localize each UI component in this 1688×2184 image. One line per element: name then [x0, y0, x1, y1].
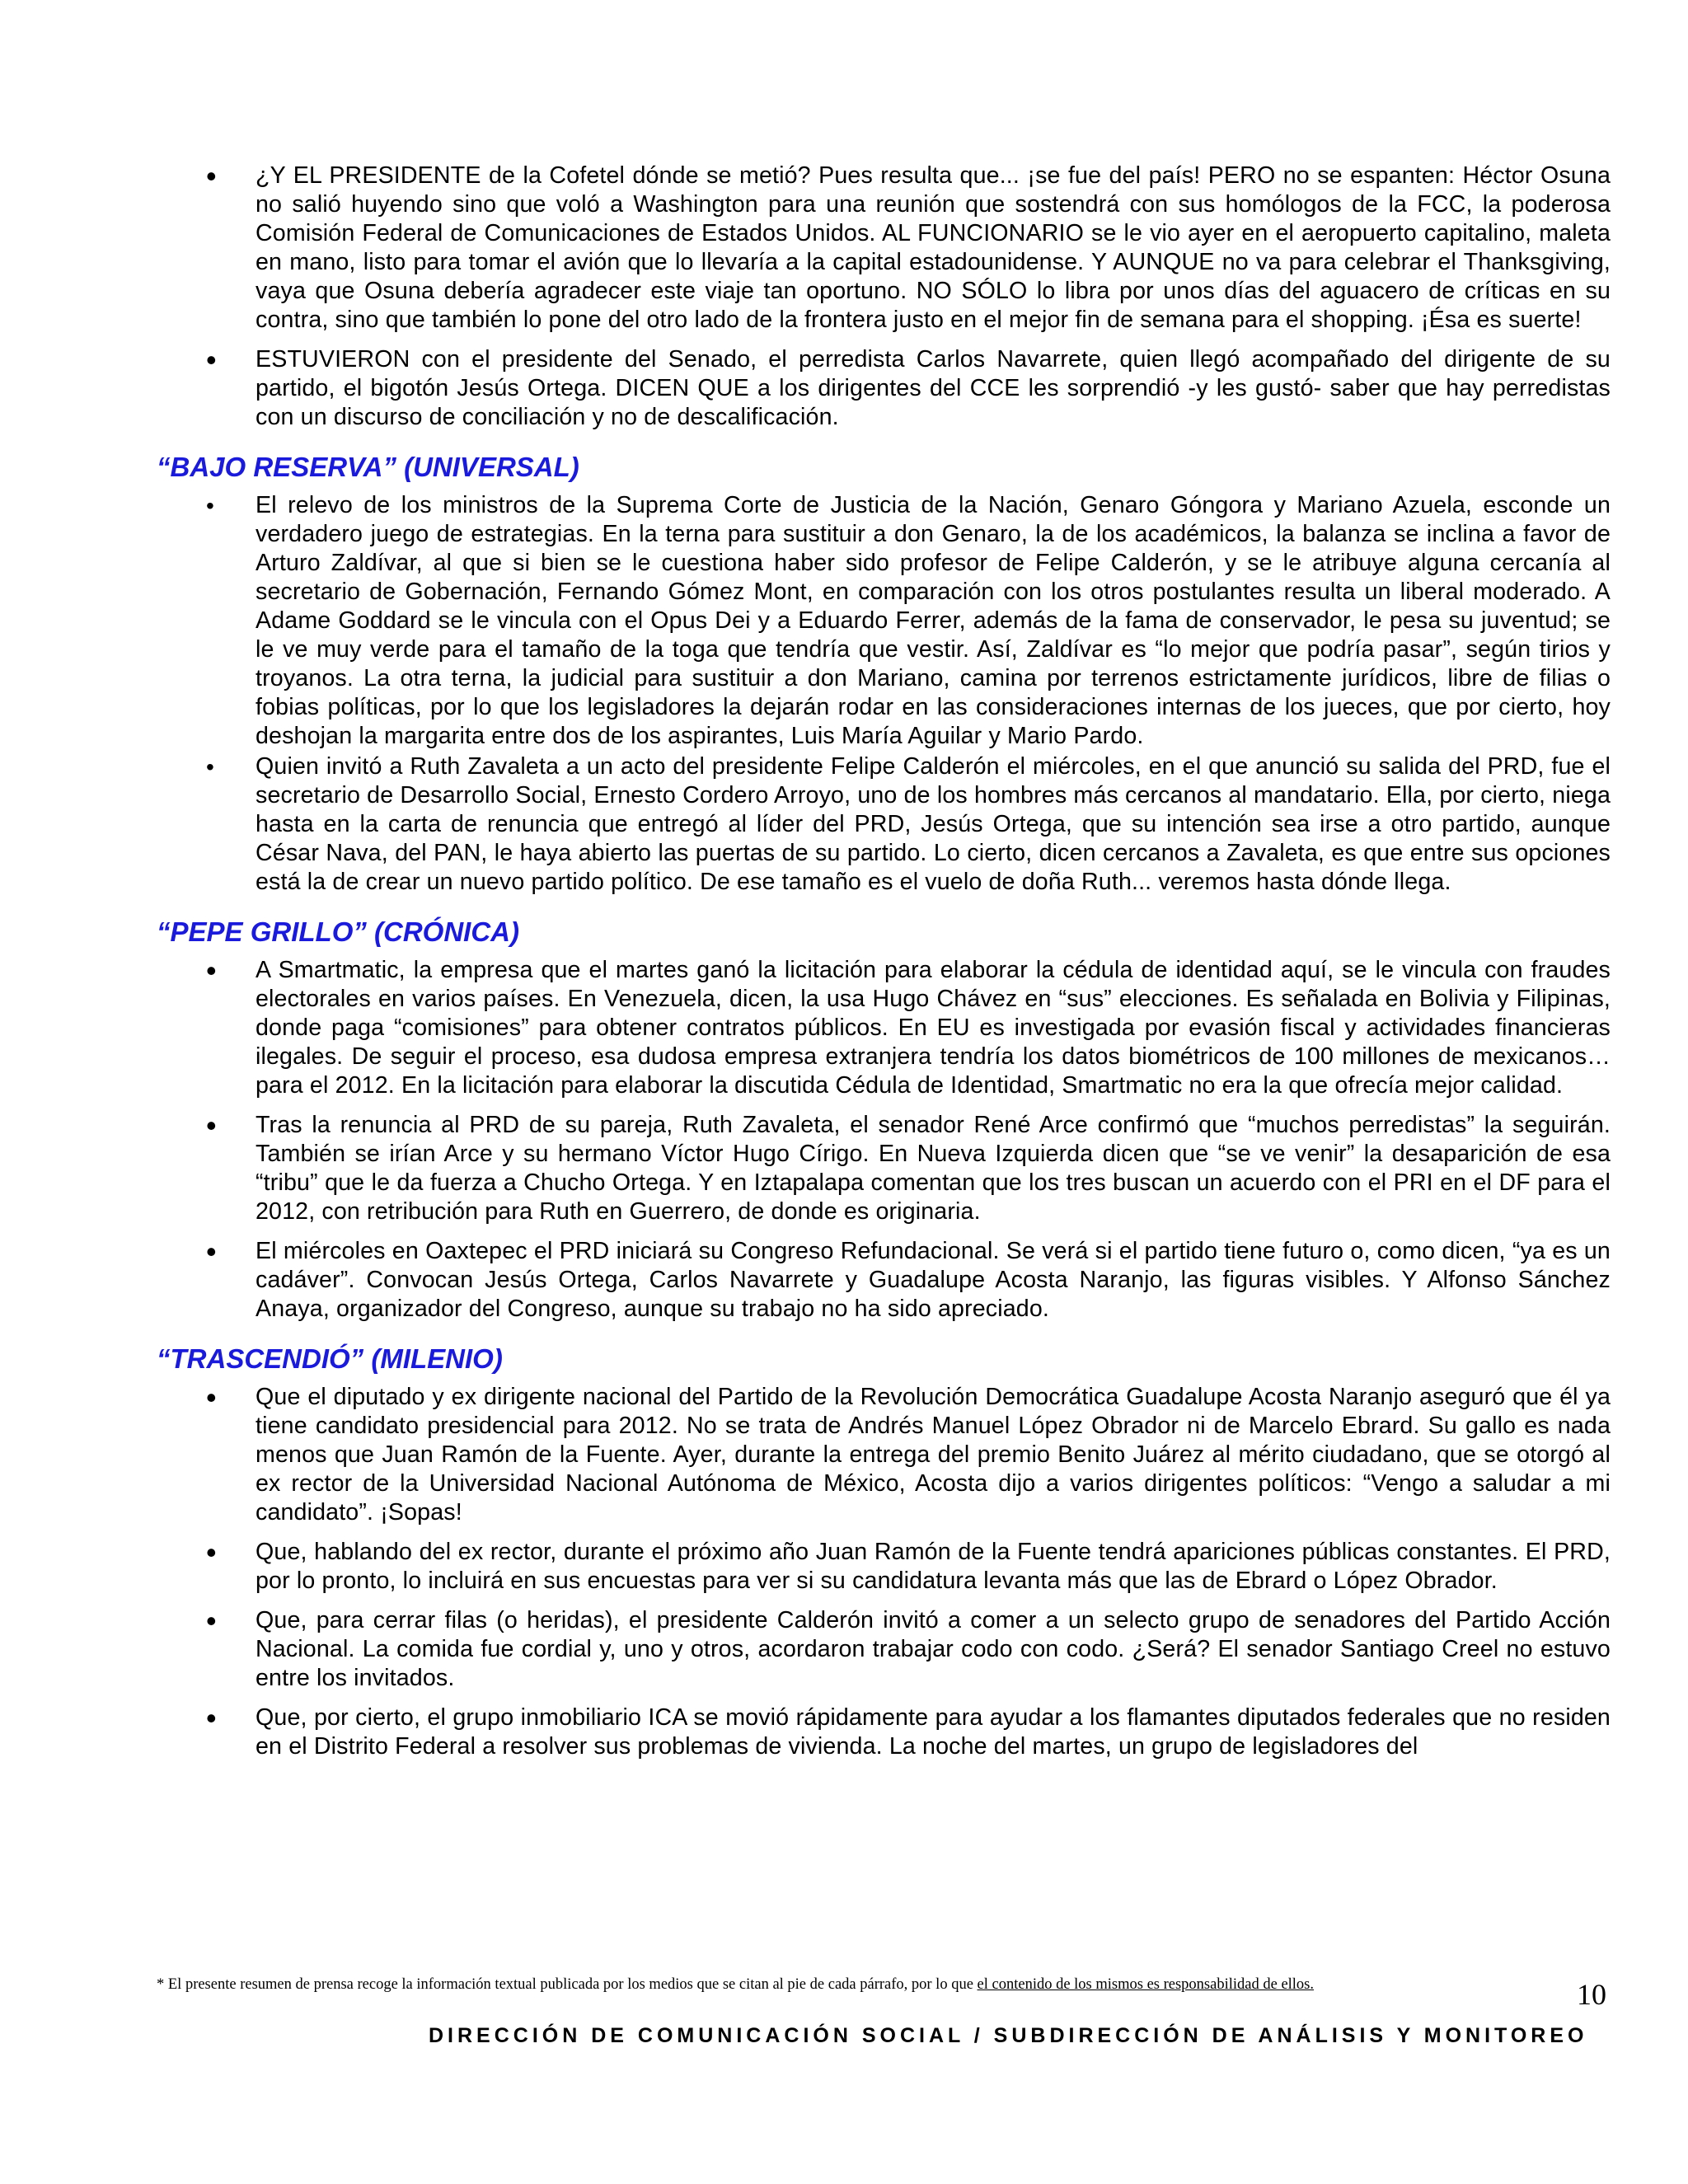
list-item-text: El relevo de los ministros de la Suprema Corte de Justicia de la Nación, Genaro Góngora y Mariano Azuela, esconde un verdadero juego de estrategias. En la terna para sustituir a don Genaro, la de los académicos, la balanza se inclina a favor de Arturo Zaldívar, al que si bien se le cuestiona haber sido profesor de Felipe Calderón, y se le atribuye alguna cercanía al secretario de Gobernación, Fernando Gómez Mont, en comparación con los otros postulantes resulta un liberal moderado. A Adame Goddard se le vincula con el Opus Dei y a Eduardo Ferrer, además de la fama de conservador, le pesa su juventud; se le ve muy verde para el tamaño de la toga que tendría que vestir. Así, Zaldívar es “lo mejor que podría pasar”, según tirios y troyanos. La otra terna, la judicial para sustituir a don Mariano, camina por terrenos estrictamente jurídicos, libre de filias o fobias políticas, por lo que los legisladores la dejarán rodar en las consideraciones internas de los jueces, que por cierto, hoy deshojan la margarita entre dos de los aspirantes, Luis María Aguilar y Mario Pardo. [256, 492, 1611, 749]
footnote [157, 1975, 1558, 1994]
trascendio-bullet-list [157, 1380, 1611, 1761]
intro-bullet-list [157, 159, 1611, 432]
list-item [157, 1606, 1611, 1693]
list-item [157, 1108, 1611, 1226]
list-item-text: A Smartmatic, la empresa que el martes ganó la licitación para elaborar la cédula de identidad aquí, se le vincula con fraudes electorales en varios países. En Venezuela, dicen, la usa Hugo Chávez en “sus” elecciones. Es señalada en Bolivia y Filipinas, donde paga “comisiones” para obtener contratos públicos. En EU es investigada por evasión fiscal y actividades financieras ilegales. De seguir el proceso, esa dudosa empresa extranjera tendría los datos biométricos de 100 millones de mexicanos… para el 2012. En la licitación para elaborar la discutida Cédula de Identidad, Smartmatic no era la que ofrecía mejor calidad. [256, 957, 1611, 1099]
bullet-icon: • [206, 1380, 217, 1414]
list-item [157, 1701, 1611, 1761]
bullet-icon: • [206, 493, 214, 518]
pepe-grillo-bullet-list [157, 956, 1611, 1324]
page-footer: DIRECCIÓN DE COMUNICACIÓN SOCIAL / SUBDIRECCIÓN DE ANÁLISIS Y MONITOREO [429, 2024, 1588, 2047]
bullet-icon: • [206, 159, 217, 193]
list-item [157, 1535, 1611, 1596]
footnote-underlined-text: el contenido de los mismos es responsabilidad de ellos. [977, 1976, 1315, 1993]
bullet-icon: • [206, 754, 214, 780]
list-item-text: Que, hablando del ex rector, durante el próximo año Juan Ramón de la Fuente tendrá apariciones públicas constantes. El PRD, por lo pronto, lo incluirá en sus encuestas para ver si su candidatura levanta más que las de Ebrard o López Obrador. [256, 1539, 1611, 1594]
list-item [157, 752, 1611, 897]
bullet-icon: • [206, 1701, 217, 1735]
bullet-icon: • [206, 1535, 217, 1569]
list-item [157, 345, 1611, 432]
list-item [157, 159, 1611, 335]
bullet-icon: • [206, 1108, 217, 1142]
bullet-icon: • [206, 1604, 217, 1638]
list-item [157, 956, 1611, 1100]
list-item-text: Quien invitó a Ruth Zavaleta a un acto del presidente Felipe Calderón el miércoles, en el que anunció su salida del PRD, fue el secretario de Desarrollo Social, Ernesto Cordero Arroyo, uno de los hombres más cercanos al mandatario. Ella, por cierto, niega hasta en la carta de renuncia que entregó al líder del PRD, Jesús Ortega, que su intención sea irse a otro partido, aunque César Nava, del PAN, le haya abierto las puertas de su partido. Lo cierto, dicen cercanos a Zavaleta, es que entre sus opciones está la de crear un nuevo partido político. De ese tamaño es el vuelo de doña Ruth... veremos hasta dónde llega. [256, 753, 1611, 895]
list-item [157, 1237, 1611, 1324]
section-title-trascendio: “TRASCENDIÓ” (MILENIO) [157, 1343, 503, 1374]
list-item-text: Que el diputado y ex dirigente nacional del Partido de la Revolución Democrática Guadalupe Acosta Naranjo aseguró que él ya tiene candidato presidencial para 2012. No se trata de Andrés Manuel López Obrador ni de Marcelo Ebrard. Su gallo es nada menos que Juan Ramón de la Fuente. Ayer, durante la entrega del premio Benito Juárez al mérito ciudadano, que se otorgó al ex rector de la Universidad Nacional Autónoma de México, Acosta dijo a varios dirigentes políticos: “Vengo a saludar a mi candidato”. ¡Sopas! [256, 1384, 1611, 1526]
list-item [157, 1380, 1611, 1527]
list-item-text: Que, para cerrar filas (o heridas), el presidente Calderón invitó a comer a un selecto grupo de senadores del Partido Acción Nacional. La comida fue cordial y, uno y otros, acordaron trabajar codo con codo. ¿Será? El senador Santiago Creel no estuvo entre los invitados. [256, 1607, 1611, 1691]
bajo-reserva-bullet-list [157, 491, 1611, 897]
bullet-icon: • [206, 1235, 217, 1268]
footnote-text: * El presente resumen de prensa recoge la información textual publicada por los medios que se citan al pie de cada párrafo, por lo que [157, 1976, 978, 1993]
list-item-text: Que, por cierto, el grupo inmobiliario ICA se movió rápidamente para ayudar a los flamantes diputados federales que no residen en el Distrito Federal a resolver sus problemas de vivienda. La noche del martes, un grupo de legisladores del [256, 1704, 1611, 1760]
list-item-text: Tras la renuncia al PRD de su pareja, Ruth Zavaleta, el senador René Arce confirmó que “muchos perredistas” la seguirán. También se irían Arce y su hermano Víctor Hugo Círigo. En Nueva Izquierda dicen que “se ve venir” la desaparición de esa “tribu” que le da fuerza a Chucho Ortega. Y en Iztapalapa comentan que los tres buscan un acuerdo con el PRI en el DF para el 2012, con retribución para Ruth en Guerrero, de donde es originaria. [256, 1112, 1611, 1225]
bullet-icon: • [206, 343, 217, 377]
list-item-text: El miércoles en Oaxtepec el PRD iniciará su Congreso Refundacional. Se verá si el partido tiene futuro o, como dicen, “ya es un cadáver”. Convocan Jesús Ortega, Carlos Navarrete y Guadalupe Acosta Naranjo, las figuras visibles. Y Alfonso Sánchez Anaya, organizador del Congreso, aunque su trabajo no ha sido apreciado. [256, 1238, 1611, 1322]
page-content [157, 159, 1611, 1772]
section-title-bajo-reserva: “BAJO RESERVA” (UNIVERSAL) [157, 452, 579, 482]
page-number: 10 [1577, 1978, 1606, 2011]
section-title-pepe-grillo: “PEPE GRILLO” (CRÓNICA) [157, 916, 520, 947]
list-item [157, 491, 1611, 751]
list-item-text: ESTUVIERON con el presidente del Senado, el perredista Carlos Navarrete, quien llegó acompañado del dirigente de su partido, el bigotón Jesús Ortega. DICEN QUE a los dirigentes del CCE les sorprendió -y les gustó- saber que hay perredistas con un discurso de conciliación y no de descalificación. [256, 346, 1611, 430]
bullet-icon: • [206, 954, 217, 987]
list-item-text: ¿Y EL PRESIDENTE de la Cofetel dónde se metió? Pues resulta que... ¡se fue del país! PERO no se espanten: Héctor Osuna no salió huyendo sino que voló a Washington para una reunión que sostendrá con sus homólogos de la FCC, la poderosa Comisión Federal de Comunicaciones de Estados Unidos. AL FUNCIONARIO se le vio ayer en el aeropuerto capitalino, maleta en mano, listo para tomar el avión que lo llevaría a la capital estadounidense. Y AUNQUE no va para celebrar el Thanksgiving, vaya que Osuna debería agradecer este viaje tan oportuno. NO SÓLO lo libra por unos días del aguacero de críticas en su contra, sino que también lo pone del otro lado de la frontera justo en el mejor fin de semana para el shopping. ¡Ésa es suerte! [256, 162, 1611, 333]
